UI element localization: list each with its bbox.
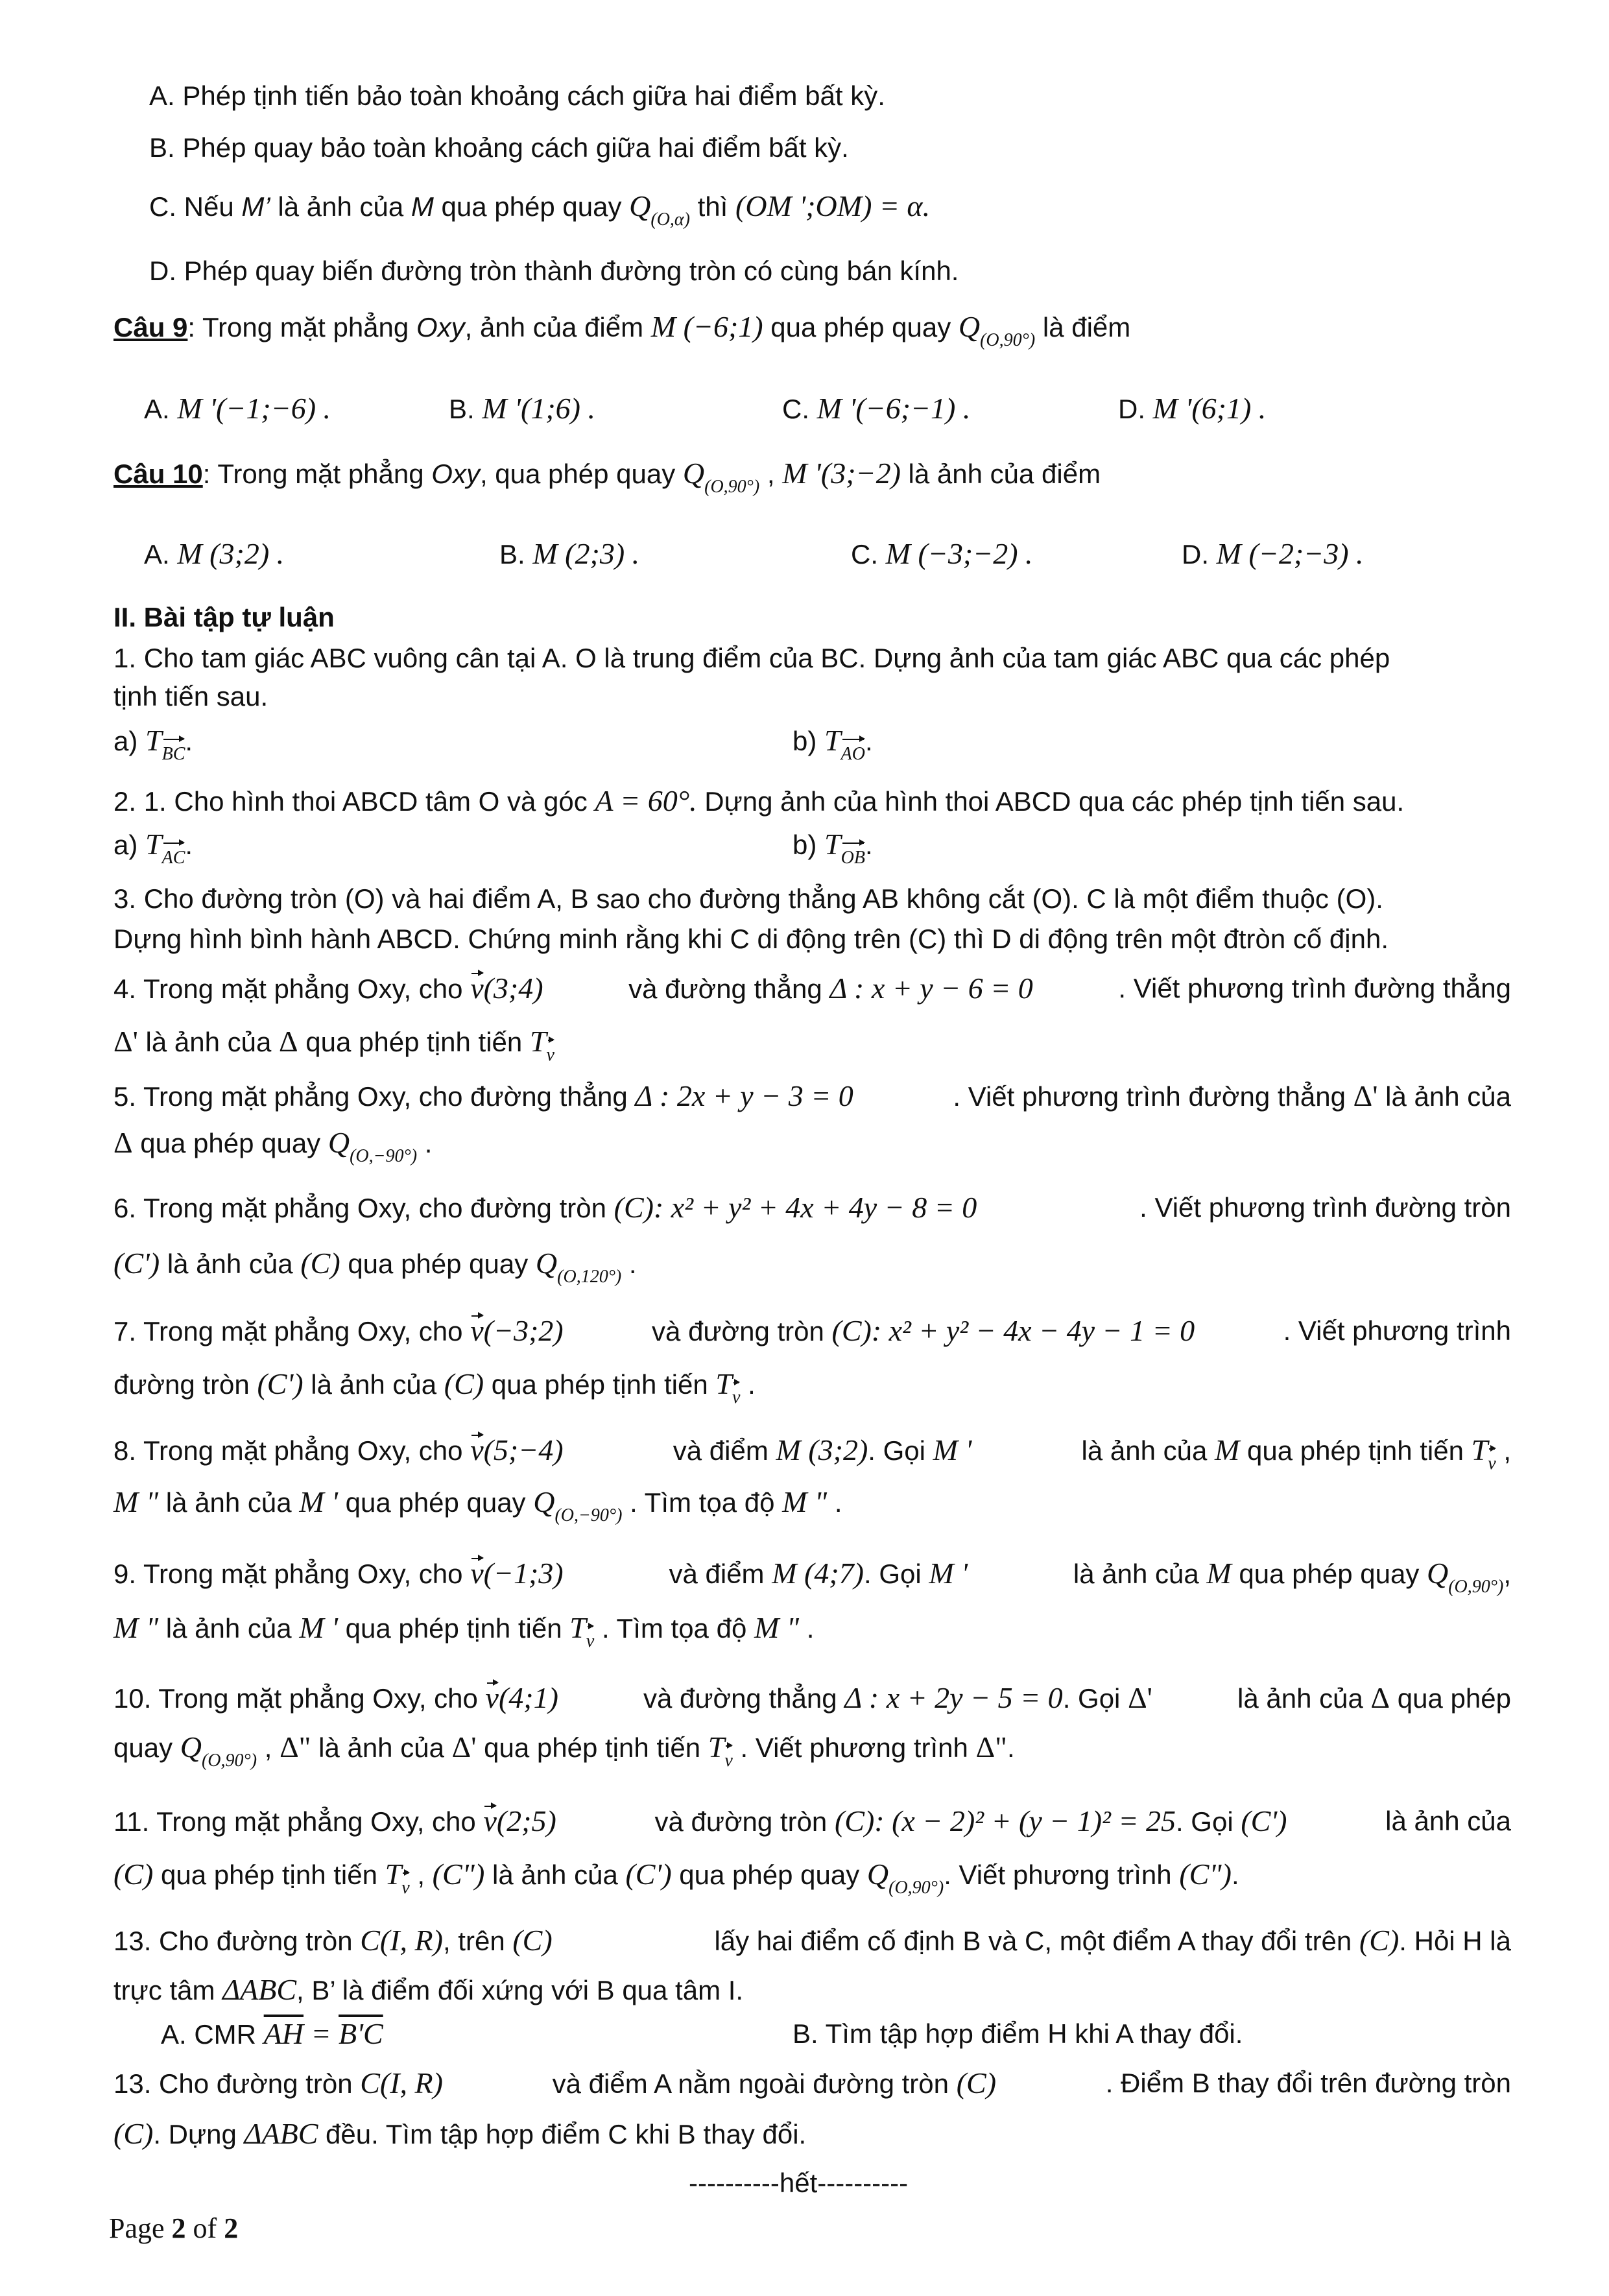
question-10: Câu 10: Trong mặt phẳng Oxy, qua phép quay $Q_{(O,90^\circ)}$ , M '(3;−2) là ảnh của điểm	[113, 457, 1101, 497]
q10-option-b: B. M (2;3) .	[499, 537, 640, 570]
q9-option-a: A. M '(−1;−6) .	[144, 392, 331, 425]
problem-13a-line-2: trực tâm ΔABC, B’ là điểm đối xứng với B qua tâm I.	[113, 1973, 744, 2006]
problem-13a-option-a: A. CMR $\overline{AH} = B'C$	[161, 2017, 383, 2050]
mc-option-a: A. Phép tịnh tiến bảo toàn khoảng cách giữa hai điểm bất kỳ.	[149, 80, 885, 111]
page-footer: Page 2 of 2	[109, 2212, 239, 2244]
problem-4-line-2: Δ' là ảnh của Δ qua phép tịnh tiến Tv	[113, 1022, 554, 1066]
problem-7-line-1: 7. Trong mặt phẳng Oxy, cho v(−3;2) và đường tròn (C): x² + y² − 4x − 4y − 1 = 0 . Viết phương trình	[113, 1311, 1511, 1351]
problem-1-b: b) TAO.	[793, 721, 873, 765]
problem-4-line-1: 4. Trong mặt phẳng Oxy, cho v(3;4) và đường thẳng Δ : x + y − 6 = 0 . Viết phương trình đường thẳng	[113, 969, 1511, 1009]
problem-1-line-2: tịnh tiến sau.	[113, 681, 268, 712]
problem-2-a: a) TAC.	[113, 825, 193, 868]
problem-5-line-1: 5. Trong mặt phẳng Oxy, cho đường thẳng Δ : 2x + y − 3 = 0 . Viết phương trình đường thẳng Δ' là ảnh của	[113, 1079, 1511, 1112]
problem-8-line-1: 8. Trong mặt phẳng Oxy, cho v(5;−4) và điểm M (3;2). Gọi M ' là ảnh của M qua phép tịnh tiến Tv ,	[113, 1431, 1511, 1474]
problem-11-line-2: (C) qua phép tịnh tiến Tv , (C") là ảnh của (C') qua phép quay $Q_{(O,90^\circ)}$. Viết phương trình (C").	[113, 1855, 1239, 1898]
problem-3-line-1: 3. Cho đường tròn (O) và hai điểm A, B sao cho đường thẳng AB không cắt (O). C là một điểm thuộc (O).	[113, 883, 1383, 914]
problem-11-line-1: 11. Trong mặt phẳng Oxy, cho v(2;5) và đường tròn (C): (x − 2)² + (y − 1)² = 25. Gọi (C') là ảnh của	[113, 1802, 1511, 1841]
problem-9-line-1: 9. Trong mặt phẳng Oxy, cho v(−1;3) và điểm M (4;7). Gọi M ' là ảnh của M qua phép quay $Q_{(O,90^\circ)}$,	[113, 1554, 1511, 1597]
problem-7-line-2: đường tròn (C') là ảnh của (C) qua phép tịnh tiến Tv .	[113, 1365, 756, 1408]
end-mark: ----------hết----------	[689, 2168, 909, 2198]
problem-6-line-1: 6. Trong mặt phẳng Oxy, cho đường tròn (C): x² + y² + 4x + 4y − 8 = 0 . Viết phương trình đường tròn	[113, 1191, 1511, 1224]
q9-option-c: C. M '(−6;−1) .	[782, 392, 971, 425]
problem-6-line-2: (C') là ảnh của (C) qua phép quay $Q_{(O,120^\circ)}$ .	[113, 1247, 637, 1287]
problem-2-b: b) TOB.	[793, 825, 873, 868]
q10-option-c: C. M (−3;−2) .	[851, 537, 1033, 570]
q9-option-b: B. M '(1;6) .	[449, 392, 595, 425]
problem-13b-line-2: (C). Dựng ΔABC đều. Tìm tập hợp điểm C khi B thay đổi.	[113, 2117, 807, 2150]
problem-13a-line-1: 13. Cho đường tròn C(I, R), trên (C) lấy hai điểm cố định B và C, một điểm A thay đổi trên (C). Hỏi H là	[113, 1924, 1511, 1957]
problem-1-a: a) TBC.	[113, 721, 193, 765]
q9-option-d: D. M '(6;1) .	[1118, 392, 1267, 425]
problem-1-line-1: 1. Cho tam giác ABC vuông cân tại A. O là trung điểm của BC. Dựng ảnh của tam giác ABC qua các phép	[113, 643, 1390, 673]
problem-10-line-2: quay $Q_{(O,90^\circ)}$ , Δ" là ảnh của Δ' qua phép tịnh tiến Tv . Viết phương trình Δ".	[113, 1728, 1015, 1771]
problem-3-line-2: Dựng hình bình hành ABCD. Chứng minh rằng khi C di động trên (C) thì D di động trên một đtròn cố định.	[113, 924, 1389, 954]
problem-5-line-2: Δ qua phép quay $Q_{(O,-90^\circ)}$ .	[113, 1126, 433, 1166]
q10-option-a: A. M (3;2) .	[144, 537, 285, 570]
problem-13a-option-b: B. Tìm tập hợp điểm H khi A thay đổi.	[793, 2018, 1243, 2049]
problem-8-line-2: M " là ảnh của M ' qua phép quay $Q_{(O,-90^\circ)}$ . Tìm tọa độ M " .	[113, 1485, 842, 1525]
question-9: Câu 9: Trong mặt phẳng Oxy, ảnh của điểm M (−6;1) qua phép quay $Q_{(O,90^\circ)}$ là điểm	[113, 310, 1131, 350]
problem-13b-line-1: 13. Cho đường tròn C(I, R) và điểm A nằm ngoài đường tròn (C) . Điểm B thay đổi trên đường tròn	[113, 2066, 1511, 2099]
q10-option-d: D. M (−2;−3) .	[1182, 537, 1364, 570]
mc-option-d: D. Phép quay biến đường tròn thành đường tròn có cùng bán kính.	[149, 256, 959, 286]
mc-option-c: C. Nếu M’ là ảnh của M qua phép quay $Q_{(O,\alpha)}$ thì (OM ';OM) = α.	[149, 189, 931, 230]
problem-9-line-2: M " là ảnh của M ' qua phép tịnh tiến Tv . Tìm tọa độ M " .	[113, 1608, 814, 1652]
section-heading: II. Bài tập tự luận	[113, 602, 335, 632]
problem-2-line-1: 2. 1. Cho hình thoi ABCD tâm O và góc A = 60°. Dựng ảnh của hình thoi ABCD qua các phép tịnh tiến sau.	[113, 784, 1405, 817]
problem-10-line-1: 10. Trong mặt phẳng Oxy, cho v(4;1) và đường thẳng Δ : x + 2y − 5 = 0. Gọi Δ' là ảnh của Δ qua phép	[113, 1679, 1511, 1718]
mc-option-b: B. Phép quay bảo toàn khoảng cách giữa hai điểm bất kỳ.	[149, 132, 849, 163]
